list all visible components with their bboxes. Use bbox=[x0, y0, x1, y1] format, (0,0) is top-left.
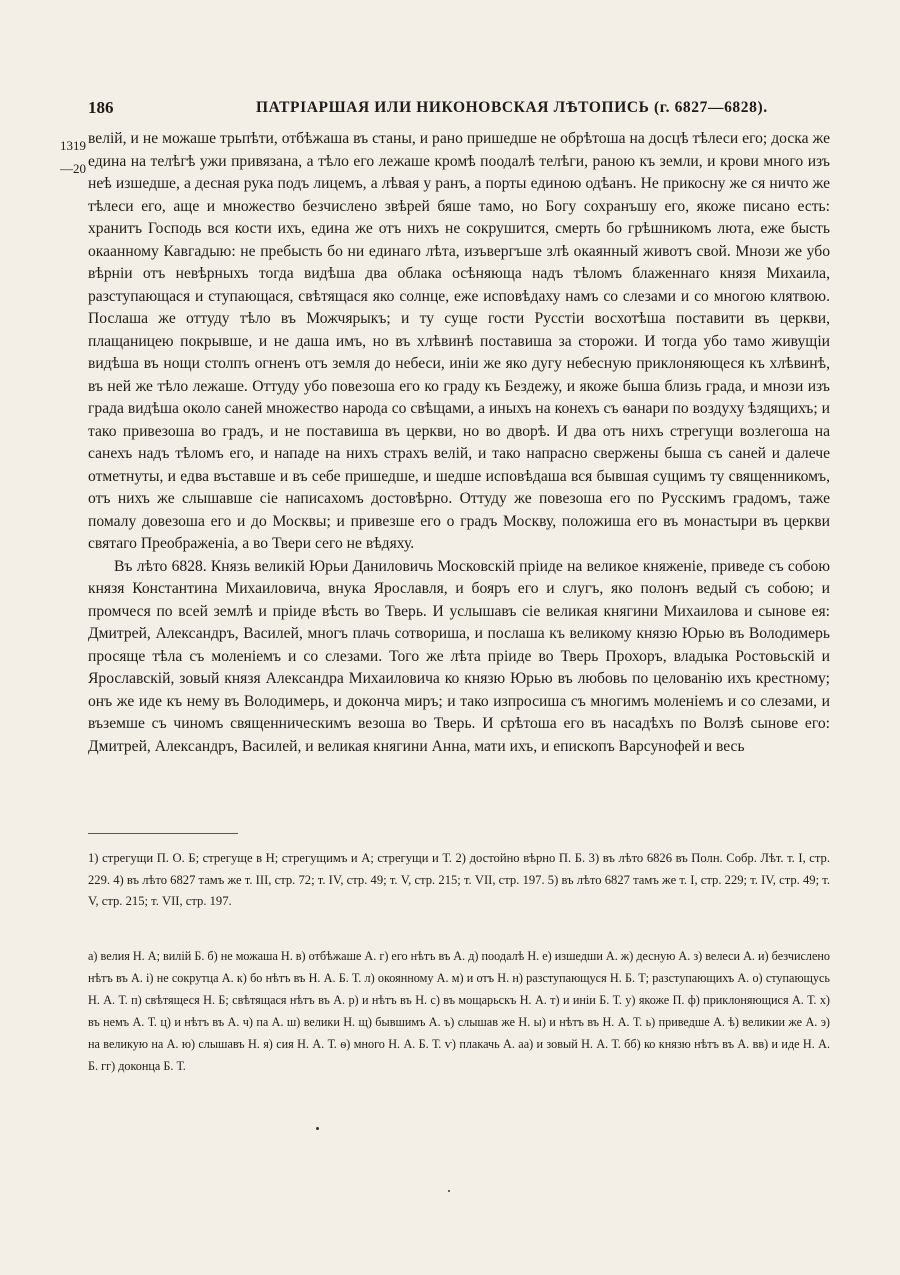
print-speck bbox=[448, 1190, 450, 1192]
print-speck bbox=[316, 1127, 319, 1130]
margin-year-end: —20 bbox=[60, 161, 86, 176]
margin-year-note bbox=[60, 134, 86, 180]
chronicle-text bbox=[88, 128, 830, 758]
footnotes-variants: а) велия Н. А; вилій Б. б) не можаша Н. в) отбѣжаше А. г) его нѣтъ въ А. д) поодалѣ Н. е) изшедши А. ж) деснyю А. з) велеси А. и) безчислено нѣтъ въ А. і) не сокрутца А. к) бо нѣтъ въ Н. А. Б. Т. л) окоянному А. м) и отъ Н. н) разступающуся Н. Б. Т; разступающихъ А. о) ступающусь Н. А. Т. п) свѣтящеся Н. Б; свѣтящася нѣтъ въ А. р) и нѣтъ въ Н. с) въ мощарьскъ Н. А. т) и иніи Б. Т. у) якоже П. ф) приклоняющися А. Т. х) въ немъ А. Т. ц) и нѣтъ въ А. ч) па А. ш) велики Н. щ) бывшимъ А. ъ) слышав же Н. ы) и нѣтъ въ Н. А. Т. ь) приведше А. ѣ) великии же А. э) на великую на А. ю) слышавъ Н. я) сия Н. А. Т. ѳ) много Н. А. Б. Т. ѵ) плакачь А. аа) и зовый Н. А. Т. бб) ко князю нѣтъ въ А. вв) и иде Н. А. Б. гг) доконца Б. Т. bbox=[88, 949, 830, 1073]
paragraph: велій, и не можаше трьпѣти, отбѣжаша въ станы, и рано пришедше не обрѣтоша на досцѣ тѣлеси его; доска же едина на телѣгѣ ужи привязана, а тѣло его лежаше кромѣ поодалѣ телѣги, ранoю къ земли, и крови много изъ неѣ изшедше, а десная рука подъ лицемъ, а лѣвая у ранъ, а порты единою одѣанъ. Не прикосну же ся ничто же тѣлеси его, аще и множество безчислено звѣрей бяше тамо, но Богу сохранъшу его, якоже писано есть: хранитъ Господь вся кости ихъ, едина же отъ нихъ не сокрушится, смерть бо грѣшникомъ люта, еже бысть окаанному Кавгадыю: не пребысть бо ни единаго лѣта, изъвергъше злѣ окаянный животъ свой. Мнози же убо вѣрніи отъ невѣрныхъ тогда видѣша два облака осѣняюща надъ тѣломъ блаженнаго князя Михаила, разступающася и ступающася, свѣтящася яко солнце, еже исповѣдаху намъ со слезами и со многою клятвою. Послаша же оттуду тѣло въ Можчярыкъ; и ту суще гости Русстіи восхотѣша поставити въ церкви, плащаницею покрывше, и не даша имъ, но въ хлѣвинѣ поставиша за сторожи. И тогда убо тамо живущіи видѣша въ нощи столпъ огненъ отъ земля до небеси, иніи же яко дугу небесную приклоняющеся къ хлѣвинѣ, въ ней же тѣло лежаше. Оттуду убо повезоша его ко граду къ Бездежу, и якоже быша близь града, и мнози изъ града видѣша около саней множество народа со свѣщами, а иныхъ на конехъ съ ѳанари по воздуху ѣздящихъ; и тако привезоша во градъ, и не поставиша въ церкви, но во дворѣ. И два отъ нихъ стрегущи возлегоша на санехъ надъ тѣломъ его, и нападе на нихъ страхъ велій, и тако напрасно свержены быша съ саней и далече отметнуты, и едва въставше и въ себе пришедше, и шедше исповѣдаша вся бывшая сущимъ ту священникомъ, отъ нихъ же слышавше сіе написахомъ достовѣрно. Оттуду же повезоша его по Русскимъ градомъ, таже помалу довезоша его и до Москвы; и привезше его о градъ Москву, положиша его въ монастыри въ церкви святаго Преображеніа, а во Твери сего не вѣдяху. bbox=[88, 130, 830, 552]
footnote-divider bbox=[88, 833, 238, 834]
running-head: ПАТРІАРШАЯ ИЛИ НИКОНОВСКАЯ ЛѢТОПИСЬ (г. 6827—6828). bbox=[256, 99, 768, 116]
footnotes-sources: 1) стрегущи П. О. Б; стрегуще в Н; стрегущимъ и А; стрегущи и Т. 2) достойно вѣрно П. Б. 3) въ лѣто 6826 въ Полн. Собр. Лѣт. т. I, стр. 229. 4) въ лѣто 6827 тамъ же т. III, стр. 72; т. IV, стр. 49; т. V, стр. 215; т. VII, стр. 197. 5) въ лѣто 6827 тамъ же т. I, стр. 229; т. IV, стр. 49; т. V, стр. 215; т. VII, стр. 197. bbox=[88, 851, 830, 908]
page-header bbox=[88, 98, 828, 122]
page-number: 186 bbox=[88, 98, 114, 117]
paragraph: Въ лѣто 6828. Князь великій Юрьи Даниловичь Московскій пріиде на великое княженіе, приведе съ собою князя Константина Михаиловича, внука Ярославля, и бояръ его и слугъ, яко полонъ ведый съ собою; и промчеся по всей землѣ и пріиде вѣсть во Тверь. И услышавъ сіе великая княгини Михаилова и сынове ея: Дмитрей, Александръ, Василей, многъ плачь сотвориша, и послаша къ великому князю Юрью въ Володимерь просяще тѣла съ моленіемъ и со слезами. Того же лѣта пріиде во Тверь Прохоръ, владыка Ростовьскій и Ярославскій, зовый князя Александра Михаиловича ко князю Юрью въ любовь по целованію ихъ крестному; онъ же иде къ нему въ Володимерь, и доконча миръ; и тако изпросиша съ многимъ моленіемъ и со слезами, и въземше съ чиномъ священническимъ везоша во Тверь. И срѣтоша его въ насадѣхъ по Волзѣ сынове его: Дмитрей, Александръ, Василей, и великая княгини Анна, мати ихъ, и епископъ Варсунофей и весь bbox=[88, 557, 830, 755]
margin-year-start: 1319 bbox=[60, 138, 86, 153]
